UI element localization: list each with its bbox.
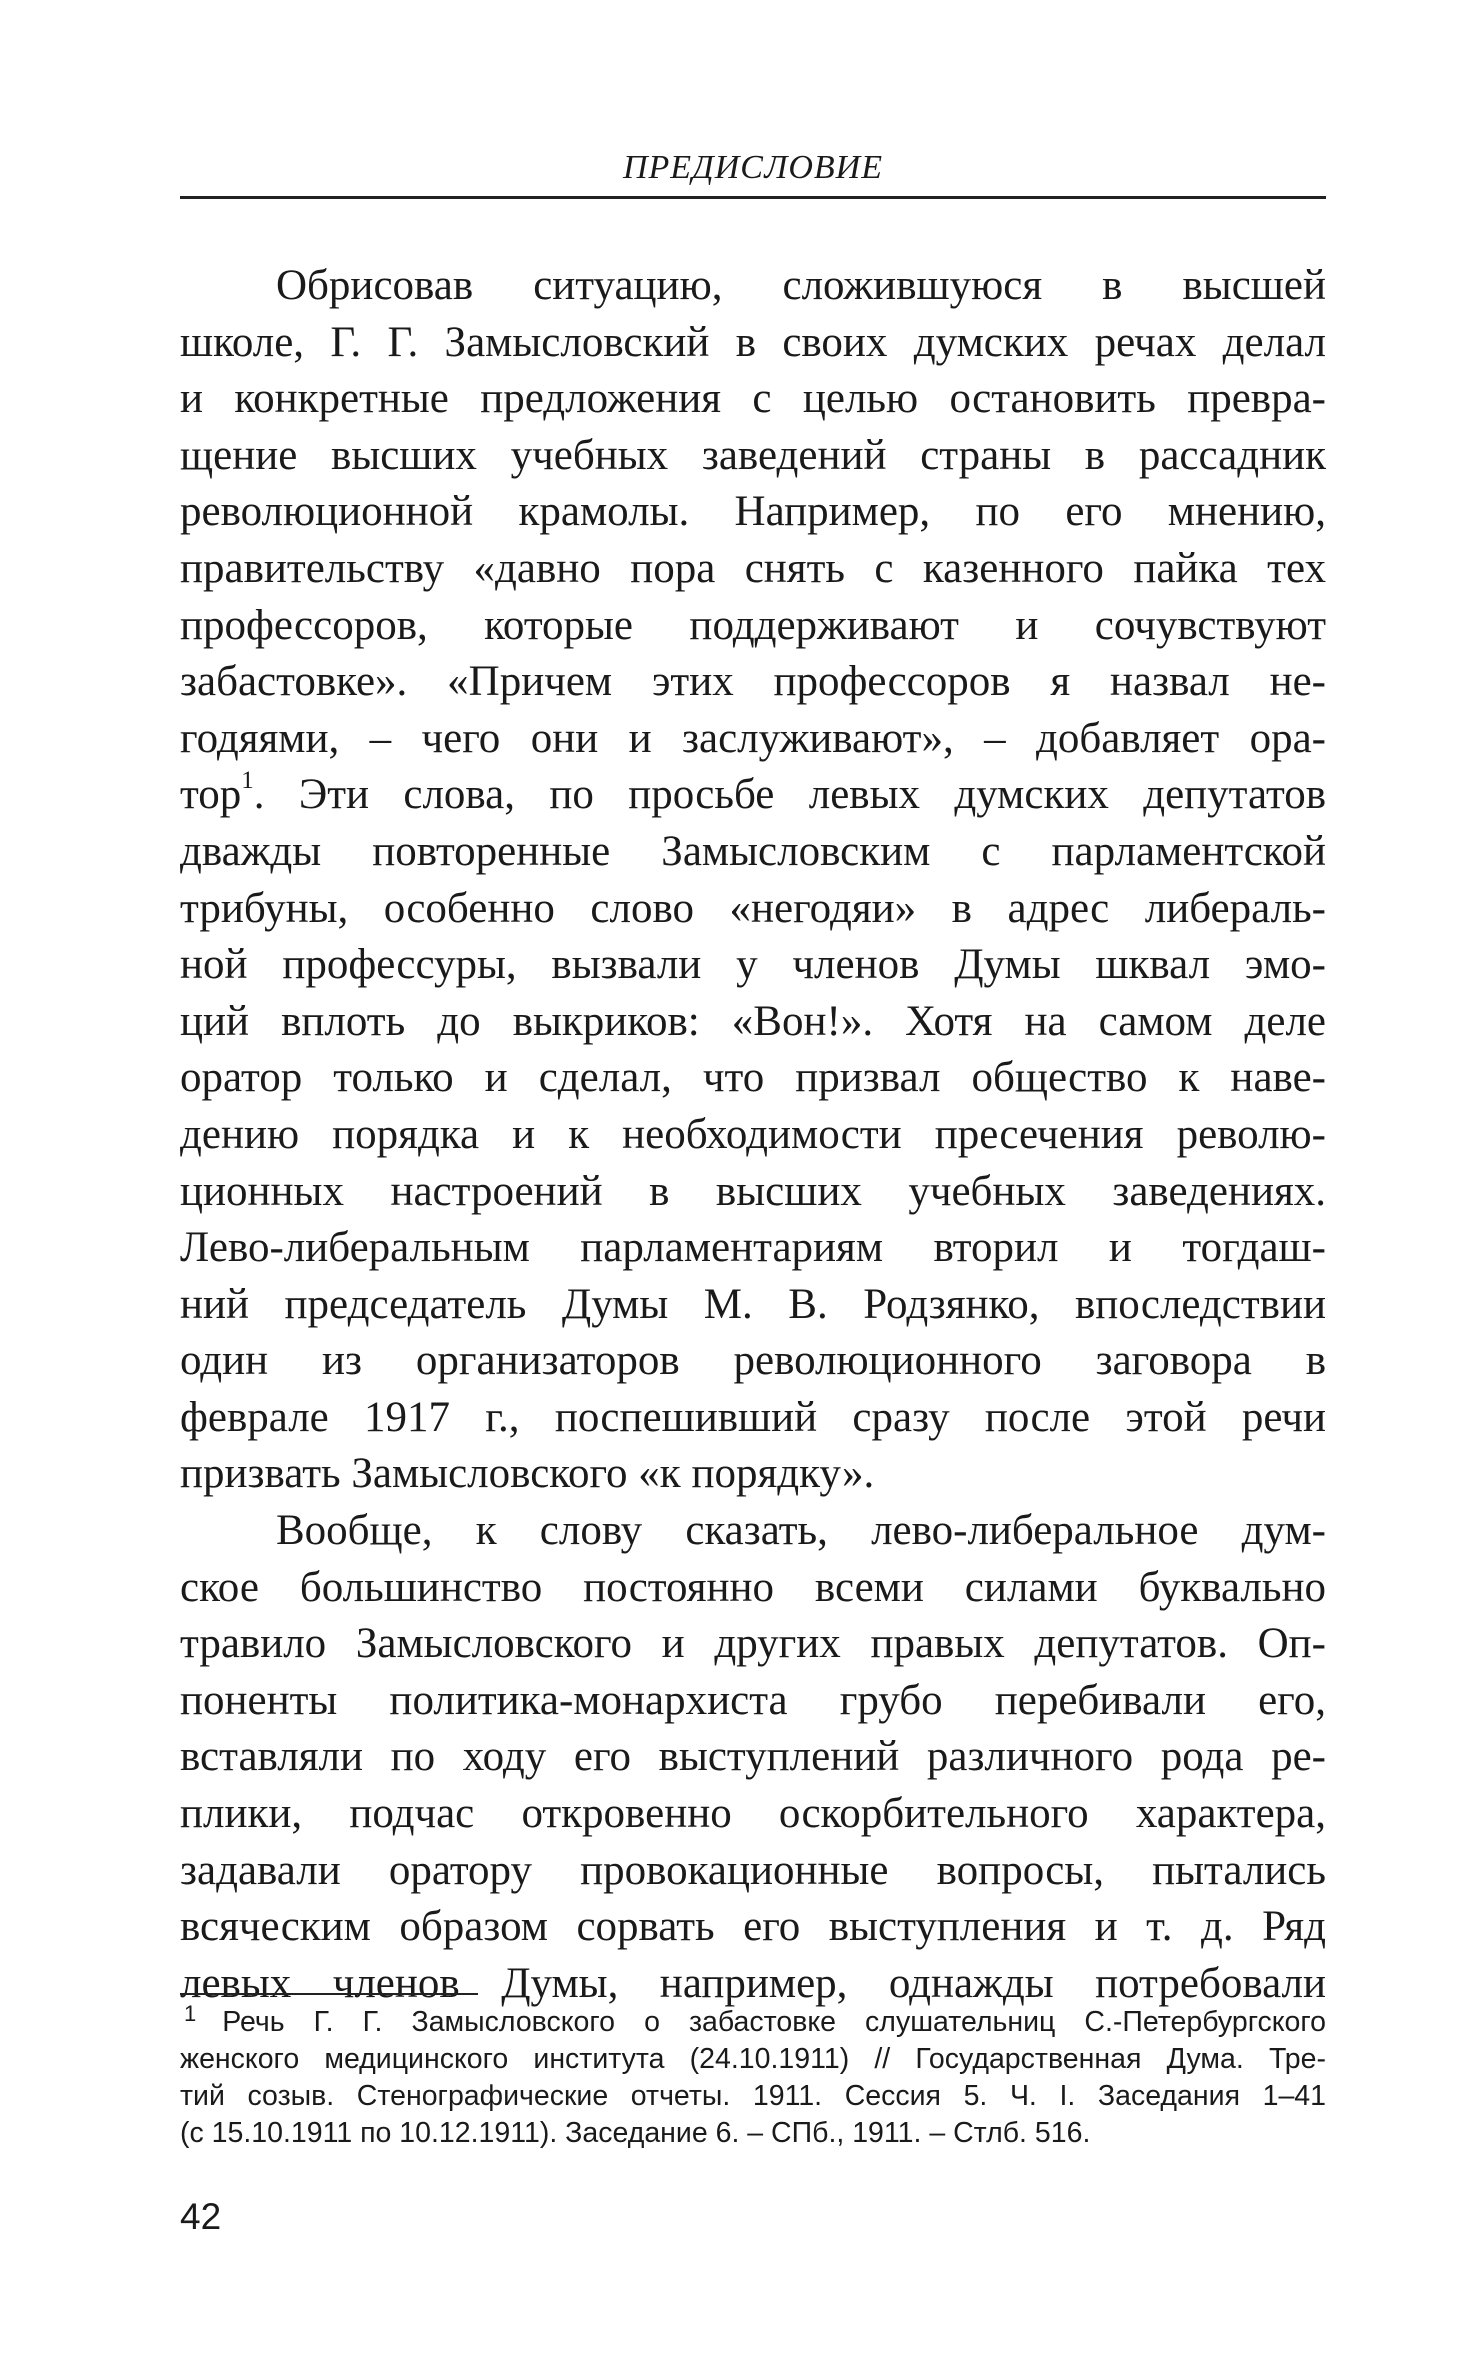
text-fragment: тор: [180, 771, 242, 819]
text-line: вставляли по ходу его выступлений различного рода ре-: [180, 1733, 1326, 1781]
text-line: оратор только и сделал, что призвал общество к наве-: [180, 1054, 1326, 1102]
footnote-line: тий созыв. Стенографические отчеты. 1911. Сессия 5. Ч. I. Заседания 1–41: [180, 2080, 1326, 2112]
footnote: [180, 2001, 1326, 2152]
footnote-text: Речь Г. Г. Замысловского о забастовке слушательниц С.-Петербургского: [222, 2006, 1326, 2038]
footnote-line: женского медицинского института (24.10.1911) // Государственная Дума. Тре-: [180, 2043, 1326, 2075]
text-line: всяческим образом сорвать его выступления и т. д. Ряд: [180, 1903, 1326, 1951]
footnote-mark: 1: [184, 2001, 197, 2026]
text-line: революционной крамолы. Например, по его мнению,: [180, 488, 1326, 536]
paragraph-1: [180, 258, 1326, 1503]
header-rule: [180, 196, 1326, 199]
text-line: Вообще, к слову сказать, лево-либеральное дум-: [276, 1507, 1326, 1555]
text-line: Лево-либеральным парламентариям вторил и тогдаш-: [180, 1224, 1326, 1272]
paragraph-2: [180, 1503, 1326, 2012]
text-line: школе, Г. Г. Замысловский в своих думских речах делал: [180, 318, 1326, 366]
text-line: профессоров, которые поддерживают и сочувствуют: [180, 601, 1326, 649]
text-line: и конкретные предложения с целью остановить превра-: [180, 375, 1326, 423]
text-line: поненты политика-монархиста грубо перебивали его,: [180, 1676, 1326, 1724]
text-line: феврале 1917 г., поспешивший сразу после этой речи: [180, 1393, 1326, 1441]
text-line: Обрисовав ситуацию, сложившуюся в высшей: [276, 262, 1326, 309]
text-line: травило Замысловского и других правых депутатов. Оп-: [180, 1620, 1326, 1668]
text-line: ной профессуры, вызвали у членов Думы шквал эмо-: [180, 941, 1326, 989]
text-line: ций вплоть до выкриков: «Вон!». Хотя на самом деле: [180, 997, 1326, 1045]
text-line: левых членов Думы, например, однажды потребовали: [180, 1959, 1326, 2007]
text-line: дважды повторенные Замысловским с парламентской: [180, 827, 1326, 875]
footnote-reference[interactable]: 1: [241, 767, 254, 795]
text-line: ское большинство постоянно всеми силами буквально: [180, 1563, 1326, 1611]
text-fragment: . Эти слова, по просьбе левых думских депутатов: [253, 771, 1326, 819]
text-line: плики, подчас откровенно оскорбительного характера,: [180, 1790, 1326, 1838]
text-line: призвать Замысловского «к порядку».: [180, 1450, 875, 1498]
text-line: правительству «давно пора снять с казенного пайка тех: [180, 544, 1326, 592]
footnote-rule: [180, 1993, 478, 1995]
text-line-with-footnote: [180, 767, 1326, 824]
body-text: [180, 258, 1326, 2012]
text-line: задавали оратору провокационные вопросы, пытались: [180, 1846, 1326, 1894]
text-line: один из организаторов революционного заговора в: [180, 1337, 1326, 1385]
footnote-line: (с 15.10.1911 по 10.12.1911). Заседание 6. – СПб., 1911. – Стлб. 516.: [180, 2117, 1091, 2149]
text-line: забастовке». «Причем этих профессоров я назвал не-: [180, 658, 1326, 706]
text-line: дению порядка и к необходимости пресечения револю-: [180, 1110, 1326, 1158]
page-number: 42: [180, 2196, 222, 2237]
running-head: ПРЕДИСЛОВИЕ: [622, 149, 884, 186]
text-line: щение высших учебных заведений страны в рассадник: [180, 431, 1326, 479]
text-line: ционных настроений в высших учебных заведениях.: [180, 1167, 1326, 1215]
footnote-line: [180, 2001, 1326, 2041]
text-line: трибуны, особенно слово «негодяи» в адрес либераль-: [180, 884, 1326, 932]
text-line: ний председатель Думы М. В. Родзянко, впоследствии: [180, 1280, 1326, 1328]
text-line: годяями, – чего они и заслуживают», – добавляет ора-: [180, 714, 1326, 762]
